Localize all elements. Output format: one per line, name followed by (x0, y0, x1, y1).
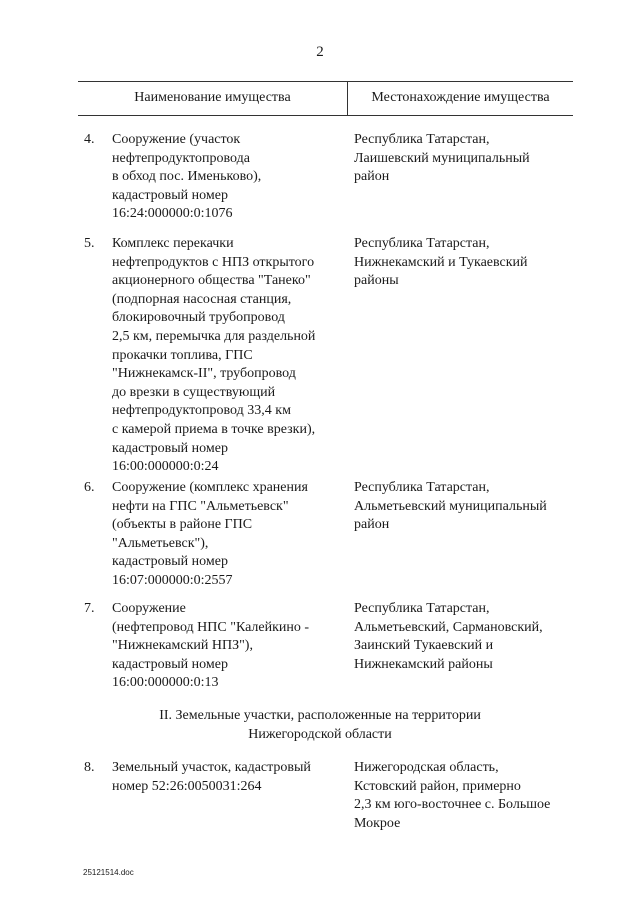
entry-location: Республика Татарстан, Альметьевский муниципальный район (354, 480, 547, 533)
section-heading: II. Земельные участки, расположенные на территории Нижегородской области (159, 708, 481, 742)
entry-number: 7. (84, 601, 95, 616)
column-header-name: Наименование имущества (134, 90, 291, 105)
footer-filename: 25121514.doc (83, 868, 134, 877)
entry-location: Республика Татарстан, Нижнекамский и Тукаевский районы (354, 236, 528, 289)
column-header-location: Местонахождение имущества (371, 90, 550, 105)
entry-name: Сооружение (участок нефтепродуктопровода в обход пос. Именьково), кадастровый номер 16:24:000000:0:1076 (112, 132, 262, 222)
entry-name: Сооружение (комплекс хранения нефти на ГПС "Альметьевск" (объекты в районе ГПС "Альметьевск"), кадастровый номер 16:07:000000:0:2557 (112, 480, 308, 588)
page-number: 2 (316, 44, 324, 60)
entry-number: 5. (84, 236, 95, 251)
entry-number: 8. (84, 760, 95, 775)
table-header-bottom-rule (78, 115, 573, 116)
entry-number: 4. (84, 132, 95, 147)
table-header-top-rule (78, 81, 573, 82)
entry-number: 6. (84, 480, 95, 495)
entry-name: Земельный участок, кадастровый номер 52:26:0050031:264 (112, 760, 311, 794)
entry-name: Комплекс перекачки нефтепродуктов с НПЗ открытого акционерного общества "Танеко" (подпорная насосная станция, блокировочный трубопровод 2,5 км, перемычка для раздельной прокачки топлива, ГПС "Нижнекамск-II", трубопровод до врезки в существующий нефтепродуктопровод 33,4 км с камерой приема в точке врезки), кадастровый номер 16:00:000000:0:24 (112, 236, 316, 475)
entry-location: Нижегородская область, Кстовский район, примерно 2,3 км юго-восточнее с. Большое Мокрое (354, 760, 551, 831)
entry-name: Сооружение (нефтепровод НПС "Калейкино - "Нижнекамский НПЗ"), кадастровый номер 16:00:000000:0:13 (112, 601, 310, 691)
entry-location: Республика Татарстан, Альметьевский, Сармановский, Заинский Тукаевский и Нижнекамский районы (354, 601, 543, 672)
entry-location: Республика Татарстан, Лаишевский муниципальный район (354, 132, 530, 185)
